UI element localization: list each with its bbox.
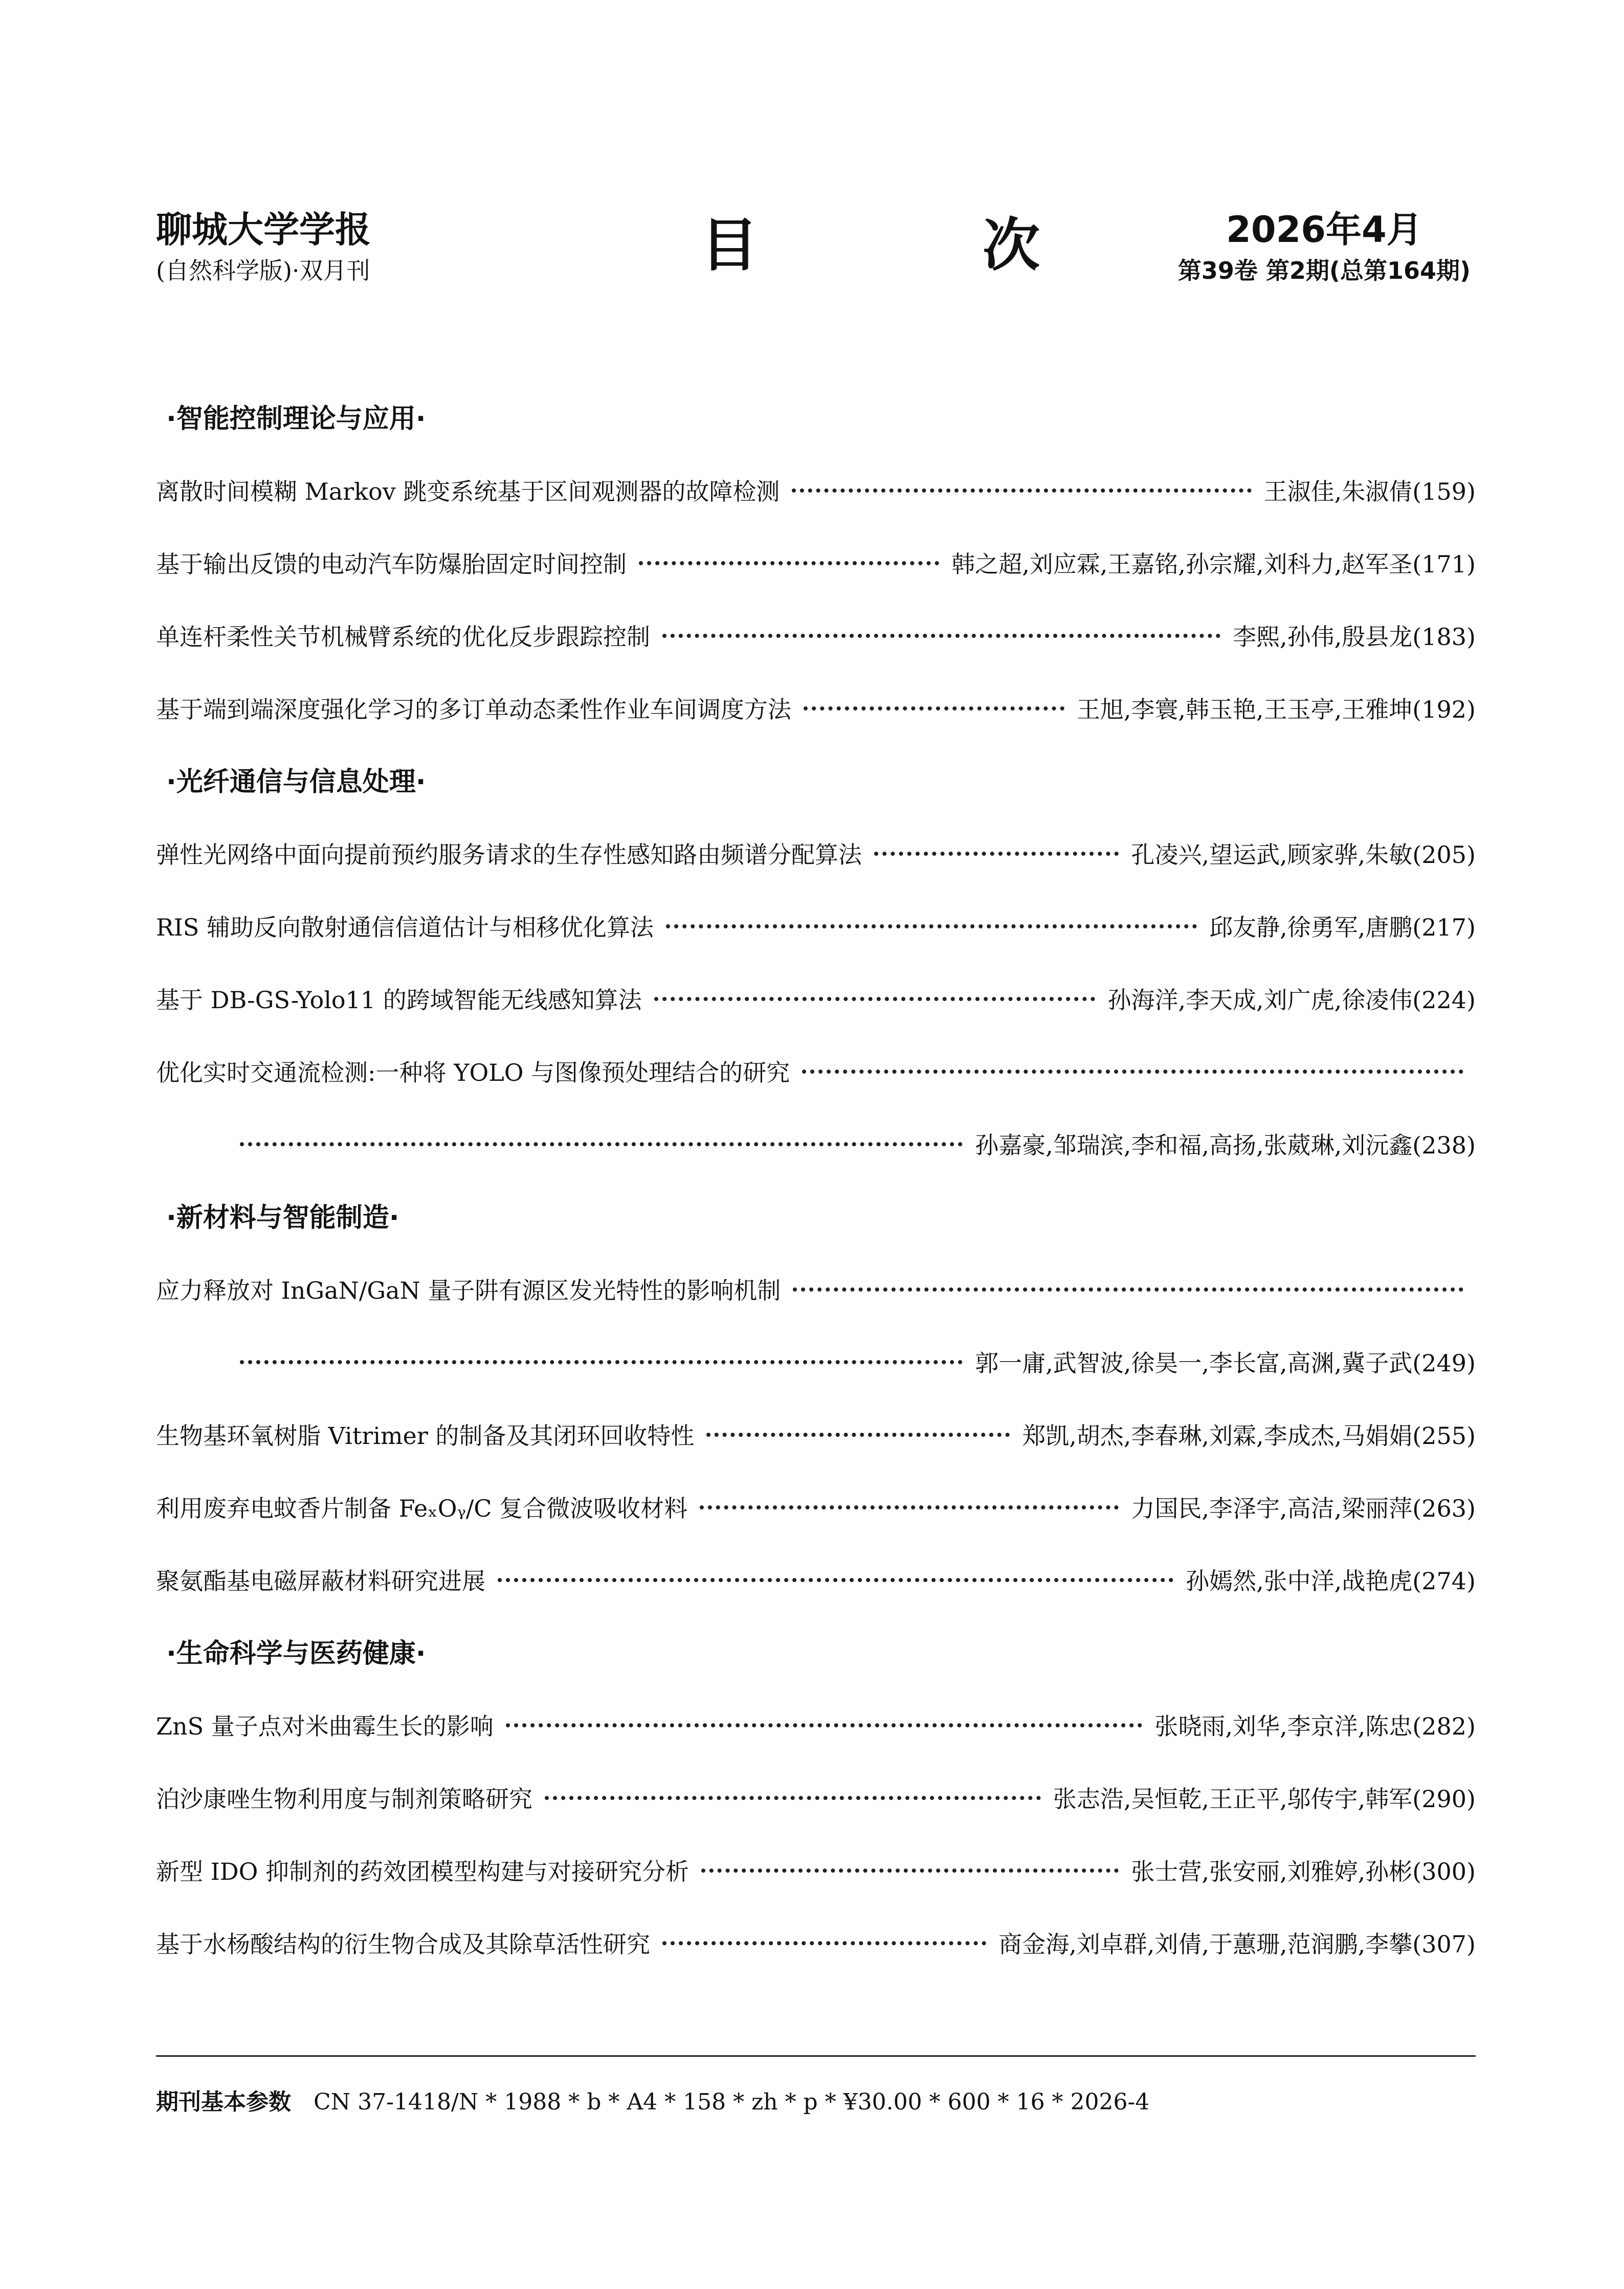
toc-entry[interactable] (156, 1706, 1476, 1779)
article-authors: 李熙,孙伟,殷县龙(183) (1233, 623, 1476, 651)
toc-entry[interactable] (156, 1271, 1476, 1343)
article-authors: 王旭,李寰,韩玉艳,王玉亭,王雅坤(192) (1076, 696, 1476, 723)
article-title[interactable]: 弹性光网络中面向提前预约服务请求的生存性感知路由频谱分配算法 (156, 841, 862, 869)
dot-leader (240, 1360, 963, 1364)
dot-leader (666, 924, 1197, 928)
dot-leader (662, 634, 1220, 638)
article-authors: 张志浩,吴恒乾,王正平,邬传宇,韩军(290) (1053, 1785, 1476, 1813)
toc-entry[interactable] (156, 1779, 1476, 1852)
article-authors: 郑凯,胡杰,李春琳,刘霖,李成杰,马娟娟(255) (1022, 1422, 1476, 1450)
dot-leader (700, 1505, 1119, 1509)
article-title[interactable]: 生物基环氧树脂 Vitrimer 的制备及其闭环回收特性 (156, 1422, 695, 1450)
toc-entry[interactable] (156, 472, 1476, 544)
journal-edition: (自然科学版)·双月刊 (156, 257, 370, 284)
article-authors: 郭一庸,武智波,徐昊一,李长富,高渊,冀子武(249) (975, 1349, 1476, 1377)
toc-entry[interactable] (156, 980, 1476, 1053)
article-authors: 孔凌兴,望运武,顾家骅,朱敏(205) (1131, 841, 1476, 869)
article-authors: 孙嫣然,张中洋,战艳虎(274) (1186, 1567, 1476, 1595)
journal-name: 聊城大学学报 (156, 209, 371, 251)
toc-entry-continuation (156, 1125, 1476, 1198)
journal-parameters (156, 2086, 1149, 2119)
article-title[interactable]: 基于水杨酸结构的衍生物合成及其除草活性研究 (156, 1930, 650, 1958)
article-title[interactable]: 聚氨酯基电磁屏蔽材料研究进展 (156, 1567, 485, 1595)
toc-entry[interactable] (156, 1416, 1476, 1488)
article-authors: 韩之超,刘应霖,王嘉铭,孙宗耀,刘科力,赵军圣(171) (951, 550, 1476, 578)
parameters-value: CN 37-1418/N * 1988 * b * A4 * 158 * zh * p * ¥30.00 * 600 * 16 * 2026-4 (314, 2089, 1150, 2115)
dot-leader (639, 561, 939, 565)
toc-entry[interactable] (156, 1053, 1476, 1125)
footer-divider (156, 2055, 1476, 2057)
article-title[interactable]: 离散时间模糊 Markov 跳变系统基于区间观测器的故障检测 (156, 478, 780, 505)
article-title[interactable]: ZnS 量子点对米曲霉生长的影响 (156, 1713, 494, 1740)
article-title[interactable]: 基于 DB-GS-Yolo11 的跨域智能无线感知算法 (156, 986, 642, 1014)
toc-entry[interactable] (156, 544, 1476, 617)
dot-leader (701, 1869, 1119, 1873)
dot-leader (874, 852, 1119, 856)
article-authors: 王淑佳,朱淑倩(159) (1263, 478, 1476, 505)
section-heading: ·光纤通信与信息处理· (166, 767, 426, 797)
dot-leader (498, 1578, 1173, 1582)
dot-leader (793, 1287, 1463, 1292)
dot-leader (792, 488, 1251, 493)
issue-info (1178, 207, 1471, 286)
article-title[interactable]: 应力释放对 InGaN/GaN 量子阱有源区发光特性的影响机制 (156, 1277, 781, 1304)
section-heading: ·智能控制理论与应用· (166, 404, 426, 434)
toc-entry[interactable] (156, 690, 1476, 762)
dot-leader (706, 1433, 1010, 1437)
article-title[interactable]: RIS 辅助反向散射通信信道估计与相移优化算法 (156, 914, 654, 941)
article-authors: 张士营,张安丽,刘雅婷,孙彬(300) (1131, 1858, 1476, 1885)
article-title[interactable]: 新型 IDO 抑制剂的药效团模型构建与对接研究分析 (156, 1858, 689, 1885)
table-of-contents (156, 399, 1476, 1997)
dot-leader (654, 997, 1096, 1001)
article-authors: 力国民,李泽宇,高洁,梁丽萍(263) (1131, 1495, 1476, 1522)
dot-leader (545, 1796, 1041, 1800)
parameters-label: 期刊基本参数 (156, 2089, 291, 2115)
article-title[interactable]: 泊沙康唑生物利用度与制剂策略研究 (156, 1785, 532, 1813)
issue-number: 第39卷 第2期(总第164期) (1177, 257, 1471, 284)
article-authors: 商金海,刘卓群,刘倩,于蕙珊,范润鹏,李攀(307) (998, 1930, 1476, 1958)
toc-entry[interactable] (156, 1561, 1476, 1634)
article-title[interactable]: 单连杆柔性关节机械臂系统的优化反步跟踪控制 (156, 623, 650, 651)
dot-leader (802, 1070, 1463, 1074)
toc-entry[interactable] (156, 1924, 1476, 1997)
article-title[interactable]: 利用废弃电蚊香片制备 FeₓOᵧ/C 复合微波吸收材料 (156, 1495, 688, 1522)
dot-leader (506, 1723, 1143, 1727)
dot-leader (804, 706, 1064, 710)
article-authors: 孙嘉豪,邹瑞滨,李和福,高扬,张葳琳,刘沅鑫(238) (975, 1131, 1476, 1159)
article-title[interactable]: 基于端到端深度强化学习的多订单动态柔性作业车间调度方法 (156, 696, 791, 723)
toc-entry[interactable] (156, 617, 1476, 690)
section-heading: ·新材料与智能制造· (166, 1203, 399, 1233)
section-heading: ·生命科学与医药健康· (166, 1638, 426, 1669)
dot-leader (240, 1142, 963, 1146)
article-title[interactable]: 基于输出反馈的电动汽车防爆胎固定时间控制 (156, 550, 627, 578)
toc-entry[interactable] (156, 1852, 1476, 1924)
article-authors: 张晓雨,刘华,李京洋,陈忠(282) (1154, 1713, 1476, 1740)
article-authors: 孙海洋,李天成,刘广虎,徐凌伟(224) (1107, 986, 1476, 1014)
toc-entry[interactable] (156, 907, 1476, 980)
journal-header (156, 207, 371, 286)
page-title: 目 次 (701, 212, 1142, 279)
article-authors: 邱友静,徐勇军,唐鹏(217) (1209, 914, 1476, 941)
toc-entry[interactable] (156, 835, 1476, 907)
dot-leader (662, 1941, 986, 1945)
toc-entry[interactable] (156, 1488, 1476, 1561)
issue-date: 2026年4月 (1226, 209, 1422, 251)
toc-entry-continuation (156, 1343, 1476, 1416)
article-title[interactable]: 优化实时交通流检测:一种将 YOLO 与图像预处理结合的研究 (156, 1059, 790, 1086)
